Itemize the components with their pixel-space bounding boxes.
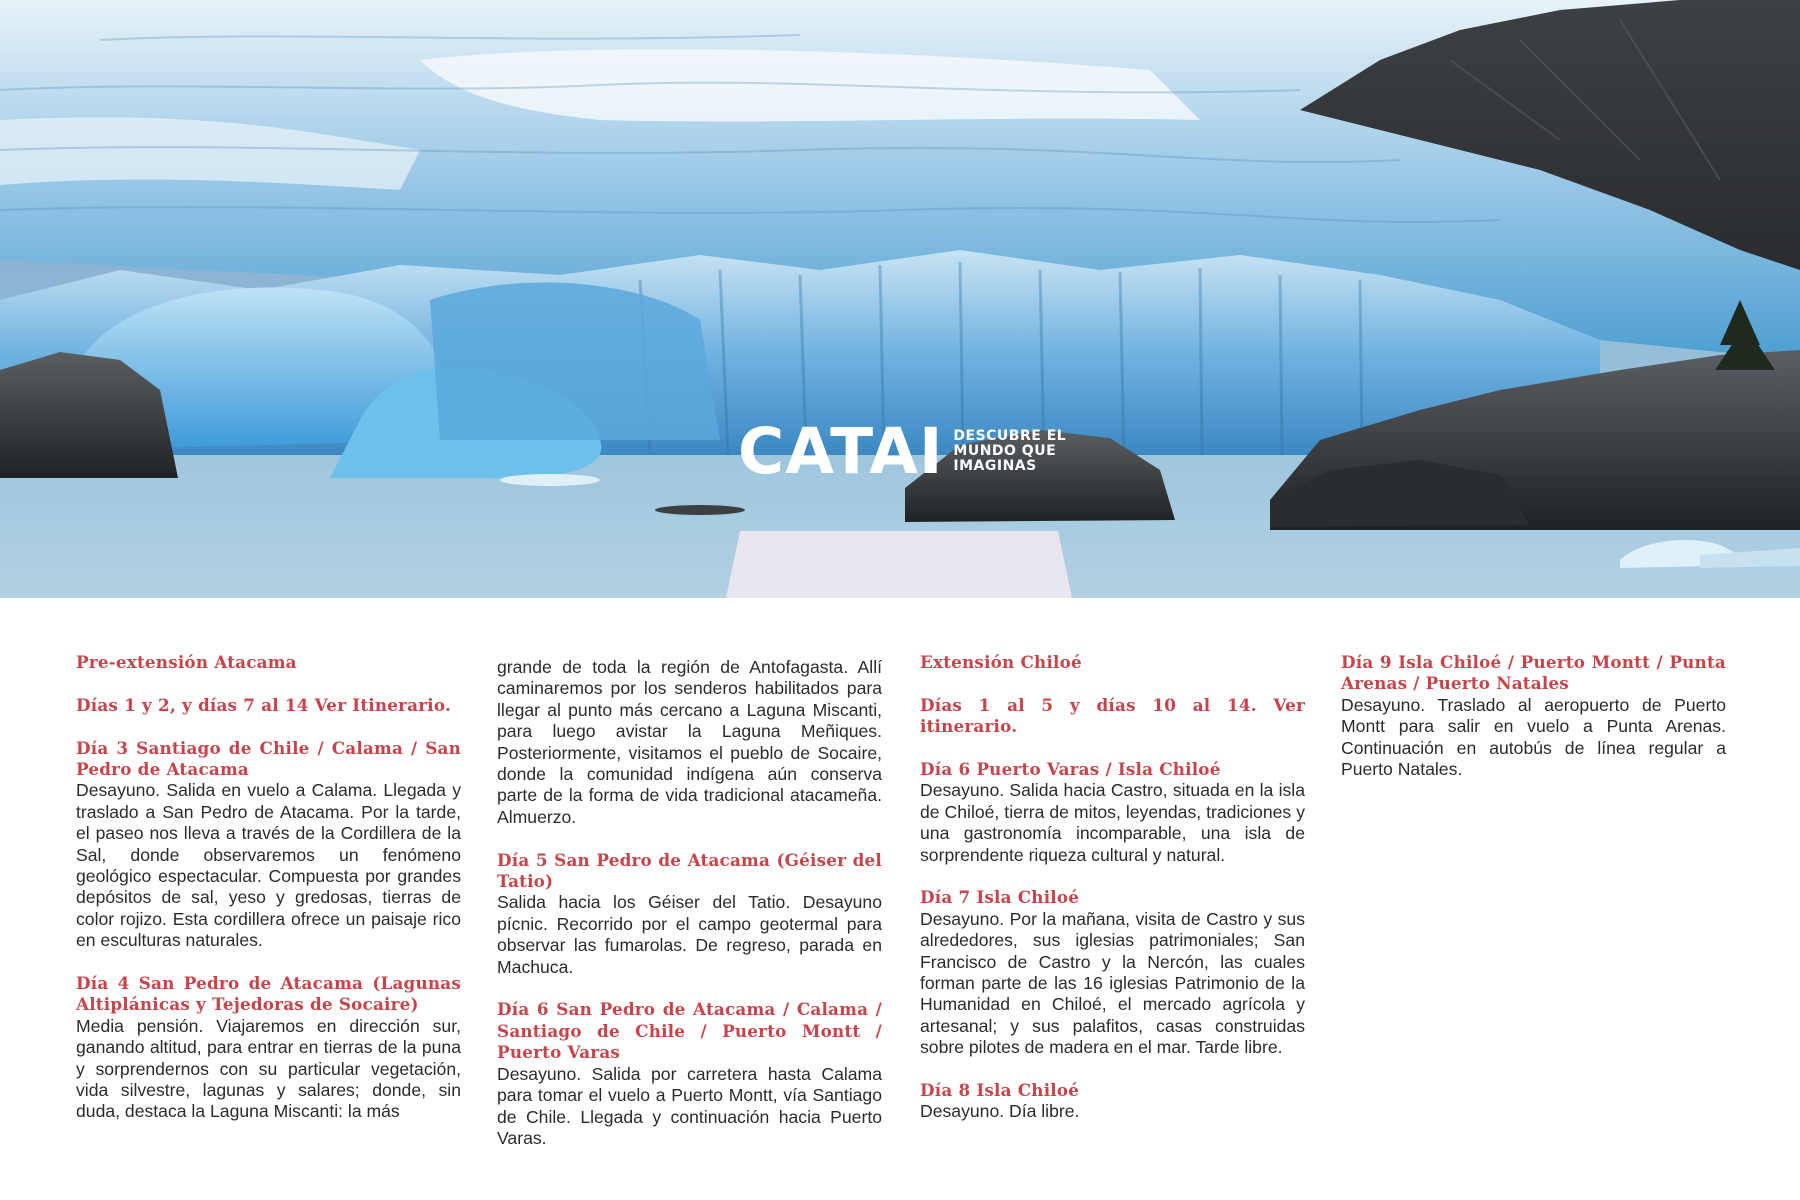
section-title-chiloe: Extensión Chiloé [920, 652, 1082, 672]
decorative-tab [726, 531, 1072, 598]
day-heading: Día 9 Isla Chiloé / Puerto Montt / Punta Arenas / Puerto Natales [1341, 652, 1726, 694]
days-note: Días 1 y 2, y días 7 al 14 Ver Itinerario. [76, 694, 451, 715]
day-heading: Día 8 Isla Chiloé [920, 1080, 1080, 1101]
day-description: Desayuno. Salida por carretera hasta Calama para tomar el vuelo a Puerto Montt, vía Santiago de Chile. Llegada y continuación hacia Puerto Varas. [497, 1063, 882, 1148]
itinerary-column-2 [497, 657, 882, 1149]
day-heading: Día 6 San Pedro de Atacama / Calama / Santiago de Chile / Puerto Montt / Puerto Varas [497, 999, 882, 1063]
logo-tagline [953, 429, 1066, 474]
catai-logo [738, 415, 1067, 488]
itinerary-column-4 [1341, 652, 1726, 780]
day-entry [497, 999, 882, 1149]
day-entry [920, 759, 1305, 866]
day-entry [920, 1080, 1305, 1123]
tagline-line-1: DESCUBRE EL [953, 428, 1067, 444]
day-description: Desayuno. Salida en vuelo a Calama. Llegada y traslado a San Pedro de Atacama. Por la tarde, el paseo nos lleva a través de la Cordillera de la Sal, donde observaremos un fenómeno geológico espectacular. Compuesta por grandes depósitos de sal, yeso y gredosas, tierras de color rojizo. Esta cordillera ofrece un paisaje rico en esculturas naturales. [76, 780, 461, 951]
glacier-illustration [0, 0, 1800, 598]
day-heading: Día 5 San Pedro de Atacama (Géiser del Tatio) [497, 849, 882, 892]
hero-image-glacier [0, 0, 1800, 598]
day-description: Media pensión. Viajaremos en dirección sur, ganando altitud, para entrar en tierras de la puna y sorprendernos con su particular vegetación, vida silvestre, lagunas y salares; donde, sin duda, destaca la Laguna Miscanti: la más [76, 1015, 461, 1122]
day-entry [497, 850, 882, 978]
itinerary-column-3 [920, 652, 1305, 1123]
tagline-line-2: MUNDO QUE [953, 443, 1057, 459]
day-description: Salida hacia los Géiser del Tatio. Desayuno pícnic. Recorrido por el campo geotermal para observar las fumarolas. De regreso, parada en Machuca. [497, 892, 882, 977]
day-heading: Día 3 Santiago de Chile / Calama / San Pedro de Atacama [76, 737, 461, 779]
itinerary-column-1 [76, 652, 461, 1123]
day-entry [76, 973, 461, 1123]
day-entry [1341, 652, 1726, 780]
day-description: Desayuno. Salida hacia Castro, situada en la isla de Chiloé, tierra de mitos, leyendas, tradiciones y una gastronomía incomparable, una isla de sorprendente riqueza cultural y natural. [920, 780, 1305, 865]
day-entry [920, 887, 1305, 1058]
logo-wordmark: CATAI [738, 415, 944, 488]
day-heading: Día 6 Puerto Varas / Isla Chiloé [920, 759, 1221, 779]
tagline-line-3: IMAGINAS [953, 458, 1037, 474]
day-heading: Día 4 San Pedro de Atacama (Lagunas Altiplánicas y Tejedoras de Socaire) [76, 973, 461, 1015]
day-description: Desayuno. Por la mañana, visita de Castro y sus alrededores, sus iglesias patrimoniales; San Francisco de Castro y la Nercón, las cuales forman parte de las 16 iglesias Patrimonio de la Humanidad en Chiloé, el mercado agrícola y artesanal; y sus palafitos, casas construidas sobre pilotes de madera en el mar. Tarde libre. [920, 908, 1305, 1058]
section-title-atacama: Pre-extensión Atacama [76, 652, 297, 672]
day-entry [76, 738, 461, 952]
day-heading: Día 7 Isla Chiloé [920, 887, 1080, 908]
days-note: Días 1 al 5 y días 10 al 14. Ver itinerario. [920, 694, 1305, 737]
day-description: Desayuno. Traslado al aeropuerto de Puerto Montt para salir en vuelo a Punta Arenas. Continuación en autobús de línea regular a Puerto Natales. [1341, 694, 1726, 780]
day-description-continued: grande de toda la región de Antofagasta. Allí caminaremos por los senderos habilitados para llegar al punto más cercano a Laguna Miscanti, para luego avistar la Laguna Meñiques. Posteriormente, visitamos el pueblo de Socaire, donde la comunidad indígena aún conserva parte de la forma de vida tradicional atacameña. Almuerzo. [497, 657, 882, 827]
day-description: Desayuno. Día libre. [920, 1101, 1080, 1122]
